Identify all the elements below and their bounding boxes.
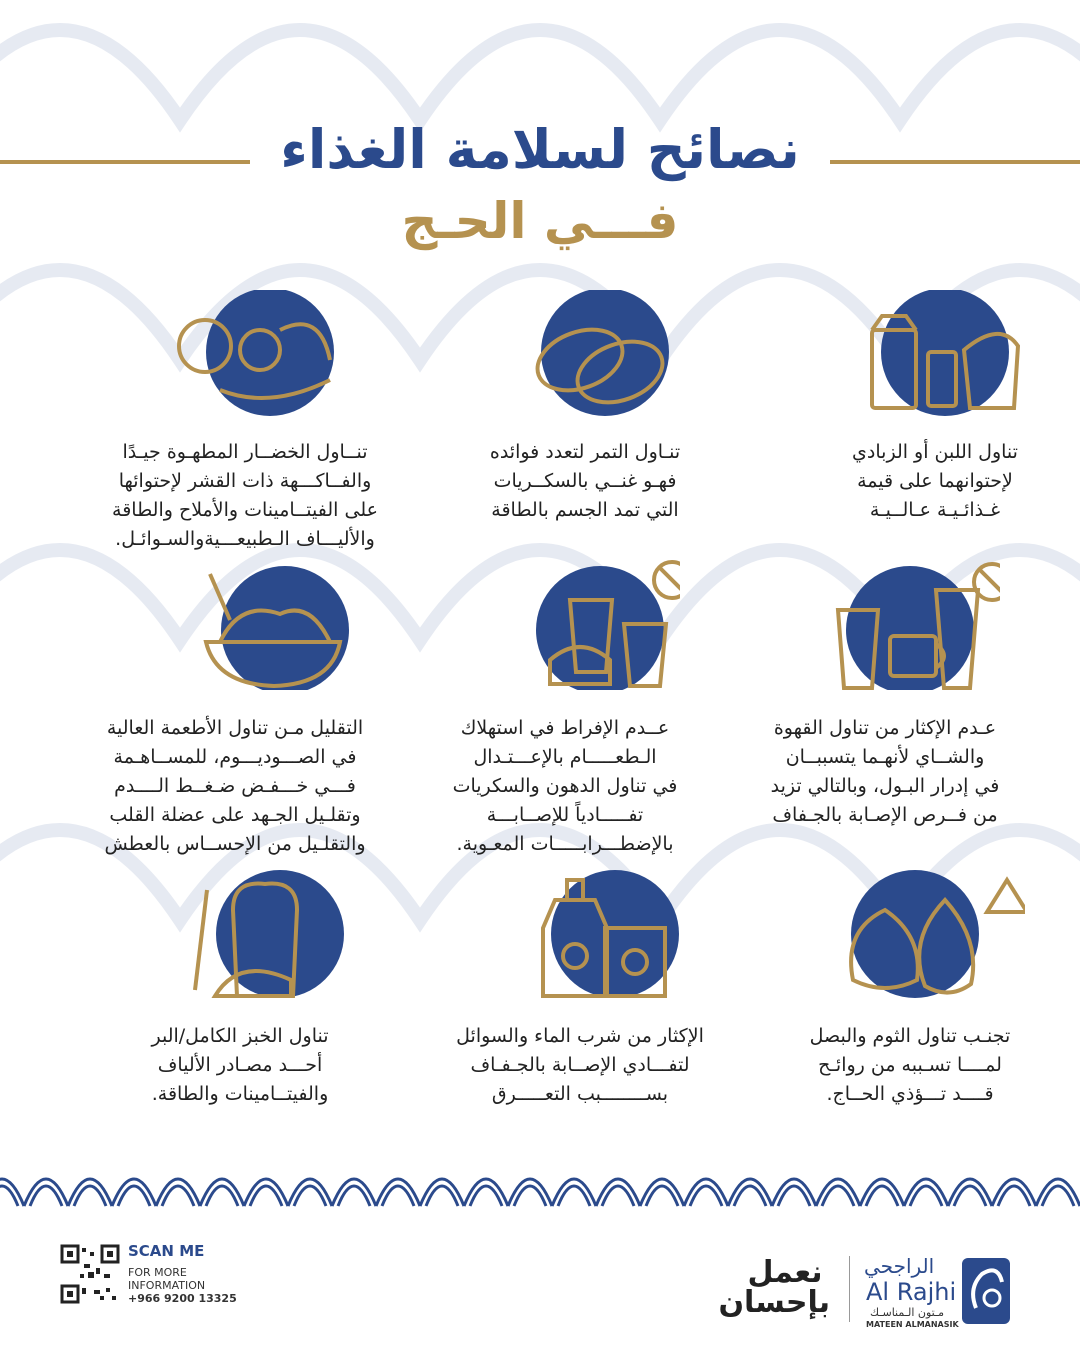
- arch-mark-inner: [822, 1186, 854, 1206]
- arch-mark-inner: [954, 1186, 986, 1206]
- tip-fast-food: [400, 560, 730, 860]
- tip-text-line: في إدرار البـول، وبالتالي تزيد: [770, 775, 1000, 797]
- scan-info-line1: FOR MORE: [128, 1266, 187, 1279]
- arch-mark-inner: [1042, 1186, 1074, 1206]
- arch-mark-inner: [118, 1186, 150, 1206]
- arch-mark-inner: [74, 1186, 106, 1206]
- brand-name-english: Al Rajhi: [866, 1278, 957, 1306]
- arch-mark-inner: [338, 1186, 370, 1206]
- tip-text-line: بســــــــبب التعـــــرق: [491, 1083, 669, 1105]
- tip-text-line: لتفـــادي الإصــابة بالجـفـاف: [470, 1054, 690, 1076]
- arch-mark-inner: [382, 1186, 414, 1206]
- tip-text-line: لإحتوانهما على قيمة: [857, 470, 1013, 492]
- garlic-onion-icon: [785, 870, 1025, 1000]
- tip-text-line: تجنـب تناول الثوم والبصل: [809, 1025, 1011, 1047]
- tip-garlic-onion: [745, 870, 1075, 1120]
- arch-mark-inner: [866, 1186, 898, 1206]
- footer-arches-pattern: [0, 1148, 1080, 1210]
- tip-text-line: والتقلـيل من الإحســاس بالعطش: [104, 833, 366, 855]
- bread-grain-icon: [115, 870, 355, 1000]
- tip-text-line: والأليـــاف الـطبيعـــيةوالسـوائـل.: [115, 528, 375, 550]
- tip-text-line: قــــد تـــؤذي الحــاج.: [826, 1083, 994, 1105]
- tip-text-line: من فــرص الإصـابة بالجـفاف: [772, 804, 998, 826]
- al-rajhi-logo-icon: [962, 1258, 1010, 1324]
- tip-text-line: تناول اللبن أو الزبادي: [852, 441, 1018, 463]
- slogan-logo: [718, 1255, 830, 1320]
- tip-text-line: وتقلـيل الجـهد على عضلة القلب: [109, 804, 361, 826]
- tip-text-line: على الفيتــامينات والأملاح والطاقة: [112, 499, 378, 521]
- qr-code-icon: [60, 1244, 120, 1304]
- arch-mark-inner: [602, 1186, 634, 1206]
- tip-text-line: غـذائـيـة عـالــيـة: [869, 499, 1001, 521]
- arch-mark-inner: [162, 1186, 194, 1206]
- dates-icon: [460, 290, 700, 420]
- arch-mark-inner: [250, 1186, 282, 1206]
- tip-text-line: والشــاي لأنهـما يتسببــان: [785, 746, 985, 768]
- tip-text-line: الإكثار من شرب الماء والسوائل: [456, 1025, 704, 1047]
- tip-text-line: فهـو غنــي بالسكــريات: [493, 470, 677, 492]
- arch-mark-inner: [690, 1186, 722, 1206]
- arch-mark-inner: [514, 1186, 546, 1206]
- tip-text-line: التي تمد الجسم بالطاقة: [491, 499, 679, 521]
- arch-mark-inner: [778, 1186, 810, 1206]
- phone-number: +966 9200 13325: [128, 1292, 237, 1305]
- tip-bread-grain: [75, 870, 405, 1120]
- arch-mark-inner: [998, 1186, 1030, 1206]
- page-title: نصائح لسلامة الغذاء: [280, 118, 800, 181]
- arch-mark-inner: [30, 1186, 62, 1206]
- tip-text-line: لمــــا تسـببه من روائـح: [818, 1054, 1002, 1076]
- page-subtitle: فـــي الحـج: [401, 192, 679, 250]
- tip-text-line: والفــاكـــهة ذات القشر لإحتوائها: [118, 470, 372, 492]
- tip-water-juice: [415, 870, 745, 1120]
- tip-text-line: تفـــــادياً للإصــابـــة: [486, 804, 644, 826]
- tip-text-line: بالإضطـــرابـــــات المعـوية.: [456, 833, 674, 855]
- arch-mark-inner: [426, 1186, 458, 1206]
- slogan-line: نعمل: [747, 1255, 823, 1290]
- fruits-vegetables-icon: [120, 290, 360, 420]
- fast-food-icon: [440, 560, 680, 690]
- brand-sub-english: MATEEN ALMANASIK: [866, 1320, 959, 1329]
- tip-text-line: تنــاول الخضــار المطهـوة جيـدًا: [122, 441, 368, 463]
- footer-divider: [849, 1256, 850, 1322]
- tip-text-line: أحـــد مصـادر الألياف: [157, 1054, 323, 1076]
- arch-mark-inner: [558, 1186, 590, 1206]
- brand-sub-arabic: مـتون الـمناسـك: [870, 1306, 945, 1319]
- chicken-rice-icon: [110, 560, 350, 690]
- tip-milk-yogurt: [770, 290, 1080, 530]
- tip-text-line: تناول الخبز الكامل/البر: [151, 1025, 329, 1047]
- tip-fruits-vegetables: [80, 290, 410, 550]
- scan-info-line2: INFORMATION: [128, 1279, 206, 1292]
- brand-name-arabic: الراجحي: [864, 1254, 935, 1278]
- arch-mark-inner: [294, 1186, 326, 1206]
- tip-coffee-tea: [720, 560, 1050, 840]
- arch-mark-inner: [206, 1186, 238, 1206]
- tip-text-line: عـدم الإكثار من تناول القهوة: [773, 717, 997, 739]
- tip-text-line: فـــي خـــفـض ضـغــط الــــدم: [114, 775, 356, 797]
- tip-text-line: في الصـــوديـــوم، للمســاهـمة: [113, 746, 357, 768]
- tip-chicken-rice: [70, 560, 400, 860]
- tip-text-line: عــدم الإفراط في استهلاك: [460, 717, 670, 739]
- milk-yogurt-icon: [810, 290, 1050, 420]
- arch-mark-inner: [734, 1186, 766, 1206]
- arch-mark-inner: [910, 1186, 942, 1206]
- slogan-line: بإحسان: [718, 1285, 830, 1320]
- water-juice-icon: [455, 870, 695, 1000]
- tip-text-line: الـطعـــــام بالإعـــتـدال: [473, 746, 657, 768]
- tip-text-line: التقليل مـن تناول الأطعمة العالية: [106, 717, 364, 739]
- coffee-tea-icon: [760, 560, 1000, 690]
- scan-me-label: SCAN ME: [128, 1242, 205, 1260]
- title-block: [0, 110, 1080, 280]
- tip-text-line: تنـاول التمر لتعدد فوائده: [489, 441, 681, 463]
- tip-text-line: والفيتــامينات والطاقة.: [151, 1083, 329, 1105]
- arch-mark-inner: [646, 1186, 678, 1206]
- tip-text-line: في تناول الدهون والسكريات: [452, 775, 678, 797]
- tip-dates: [420, 290, 750, 530]
- arch-mark-inner: [470, 1186, 502, 1206]
